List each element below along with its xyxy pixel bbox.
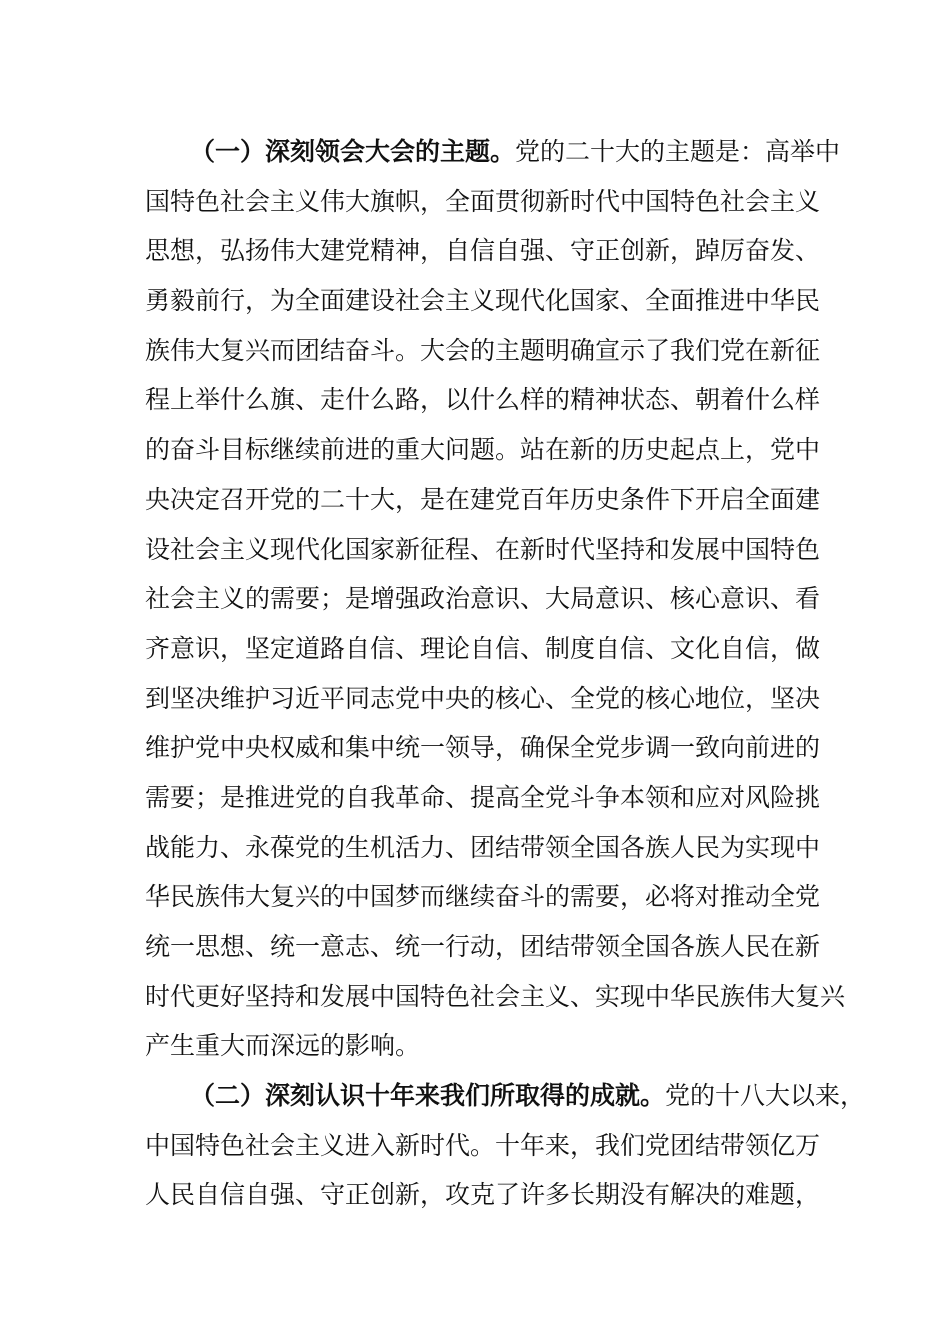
paragraph-line: 产生重大而深远的影响。 [145,1031,421,1060]
paragraph-line: 华民族伟大复兴的中国梦而继续奋斗的需要，必将对推动全党 [145,882,821,911]
paragraph-line: 到坚决维护习近平同志党中央的核心、全党的核心地位，坚决 [145,684,821,713]
paragraph-line [190,1076,866,1116]
paragraph-line: 程上举什么旗、走什么路，以什么样的精神状态、朝着什么样 [145,385,821,414]
section-heading: （一）深刻领会大会的主题。 [190,137,516,166]
paragraph-line: 统一思想、统一意志、统一行动，团结带领全国各族人民在新 [145,932,821,961]
paragraph-line: 需要；是推进党的自我革命、提高全党斗争本领和应对风险挑 [145,783,821,812]
paragraph-line: 战能力、永葆党的生机活力、团结带领全国各族人民为实现中 [145,833,821,862]
paragraph-line [190,132,841,172]
paragraph-line: 时代更好坚持和发展中国特色社会主义、实现中华民族伟大复兴 [145,982,846,1011]
paragraph-line: 思想，弘扬伟大建党精神，自信自强、守正创新，踔厉奋发、 [145,236,821,265]
paragraph-line: 社会主义的需要；是增强政治意识、大局意识、核心意识、看 [145,584,821,613]
paragraph-line: 人民自信自强、守正创新，攻克了许多长期没有解决的难题， [145,1180,821,1209]
paragraph-text: 党的十八大以来， [665,1081,866,1110]
paragraph-line: 族伟大复兴而团结奋斗。大会的主题明确宣示了我们党在新征 [145,336,821,365]
section-heading: （二）深刻认识十年来我们所取得的成就。 [190,1081,666,1110]
paragraph-line: 设社会主义现代化国家新征程、在新时代坚持和发展中国特色 [145,535,821,564]
paragraph-line: 维护党中央权威和集中统一领导，确保全党步调一致向前进的 [145,733,821,762]
paragraph-line: 央决定召开党的二十大，是在建党百年历史条件下开启全面建 [145,485,821,514]
paragraph-line: 齐意识，坚定道路自信、理论自信、制度自信、文化自信，做 [145,634,821,663]
paragraph-text: 党的二十大的主题是：高举中 [515,137,841,166]
paragraph-line: 勇毅前行，为全面建设社会主义现代化国家、全面推进中华民 [145,286,821,315]
paragraph-line: 中国特色社会主义进入新时代。十年来，我们党团结带领亿万 [145,1131,821,1160]
paragraph-line: 国特色社会主义伟大旗帜，全面贯彻新时代中国特色社会主义 [145,187,821,216]
paragraph-line: 的奋斗目标继续前进的重大问题。站在新的历史起点上，党中 [145,435,821,464]
